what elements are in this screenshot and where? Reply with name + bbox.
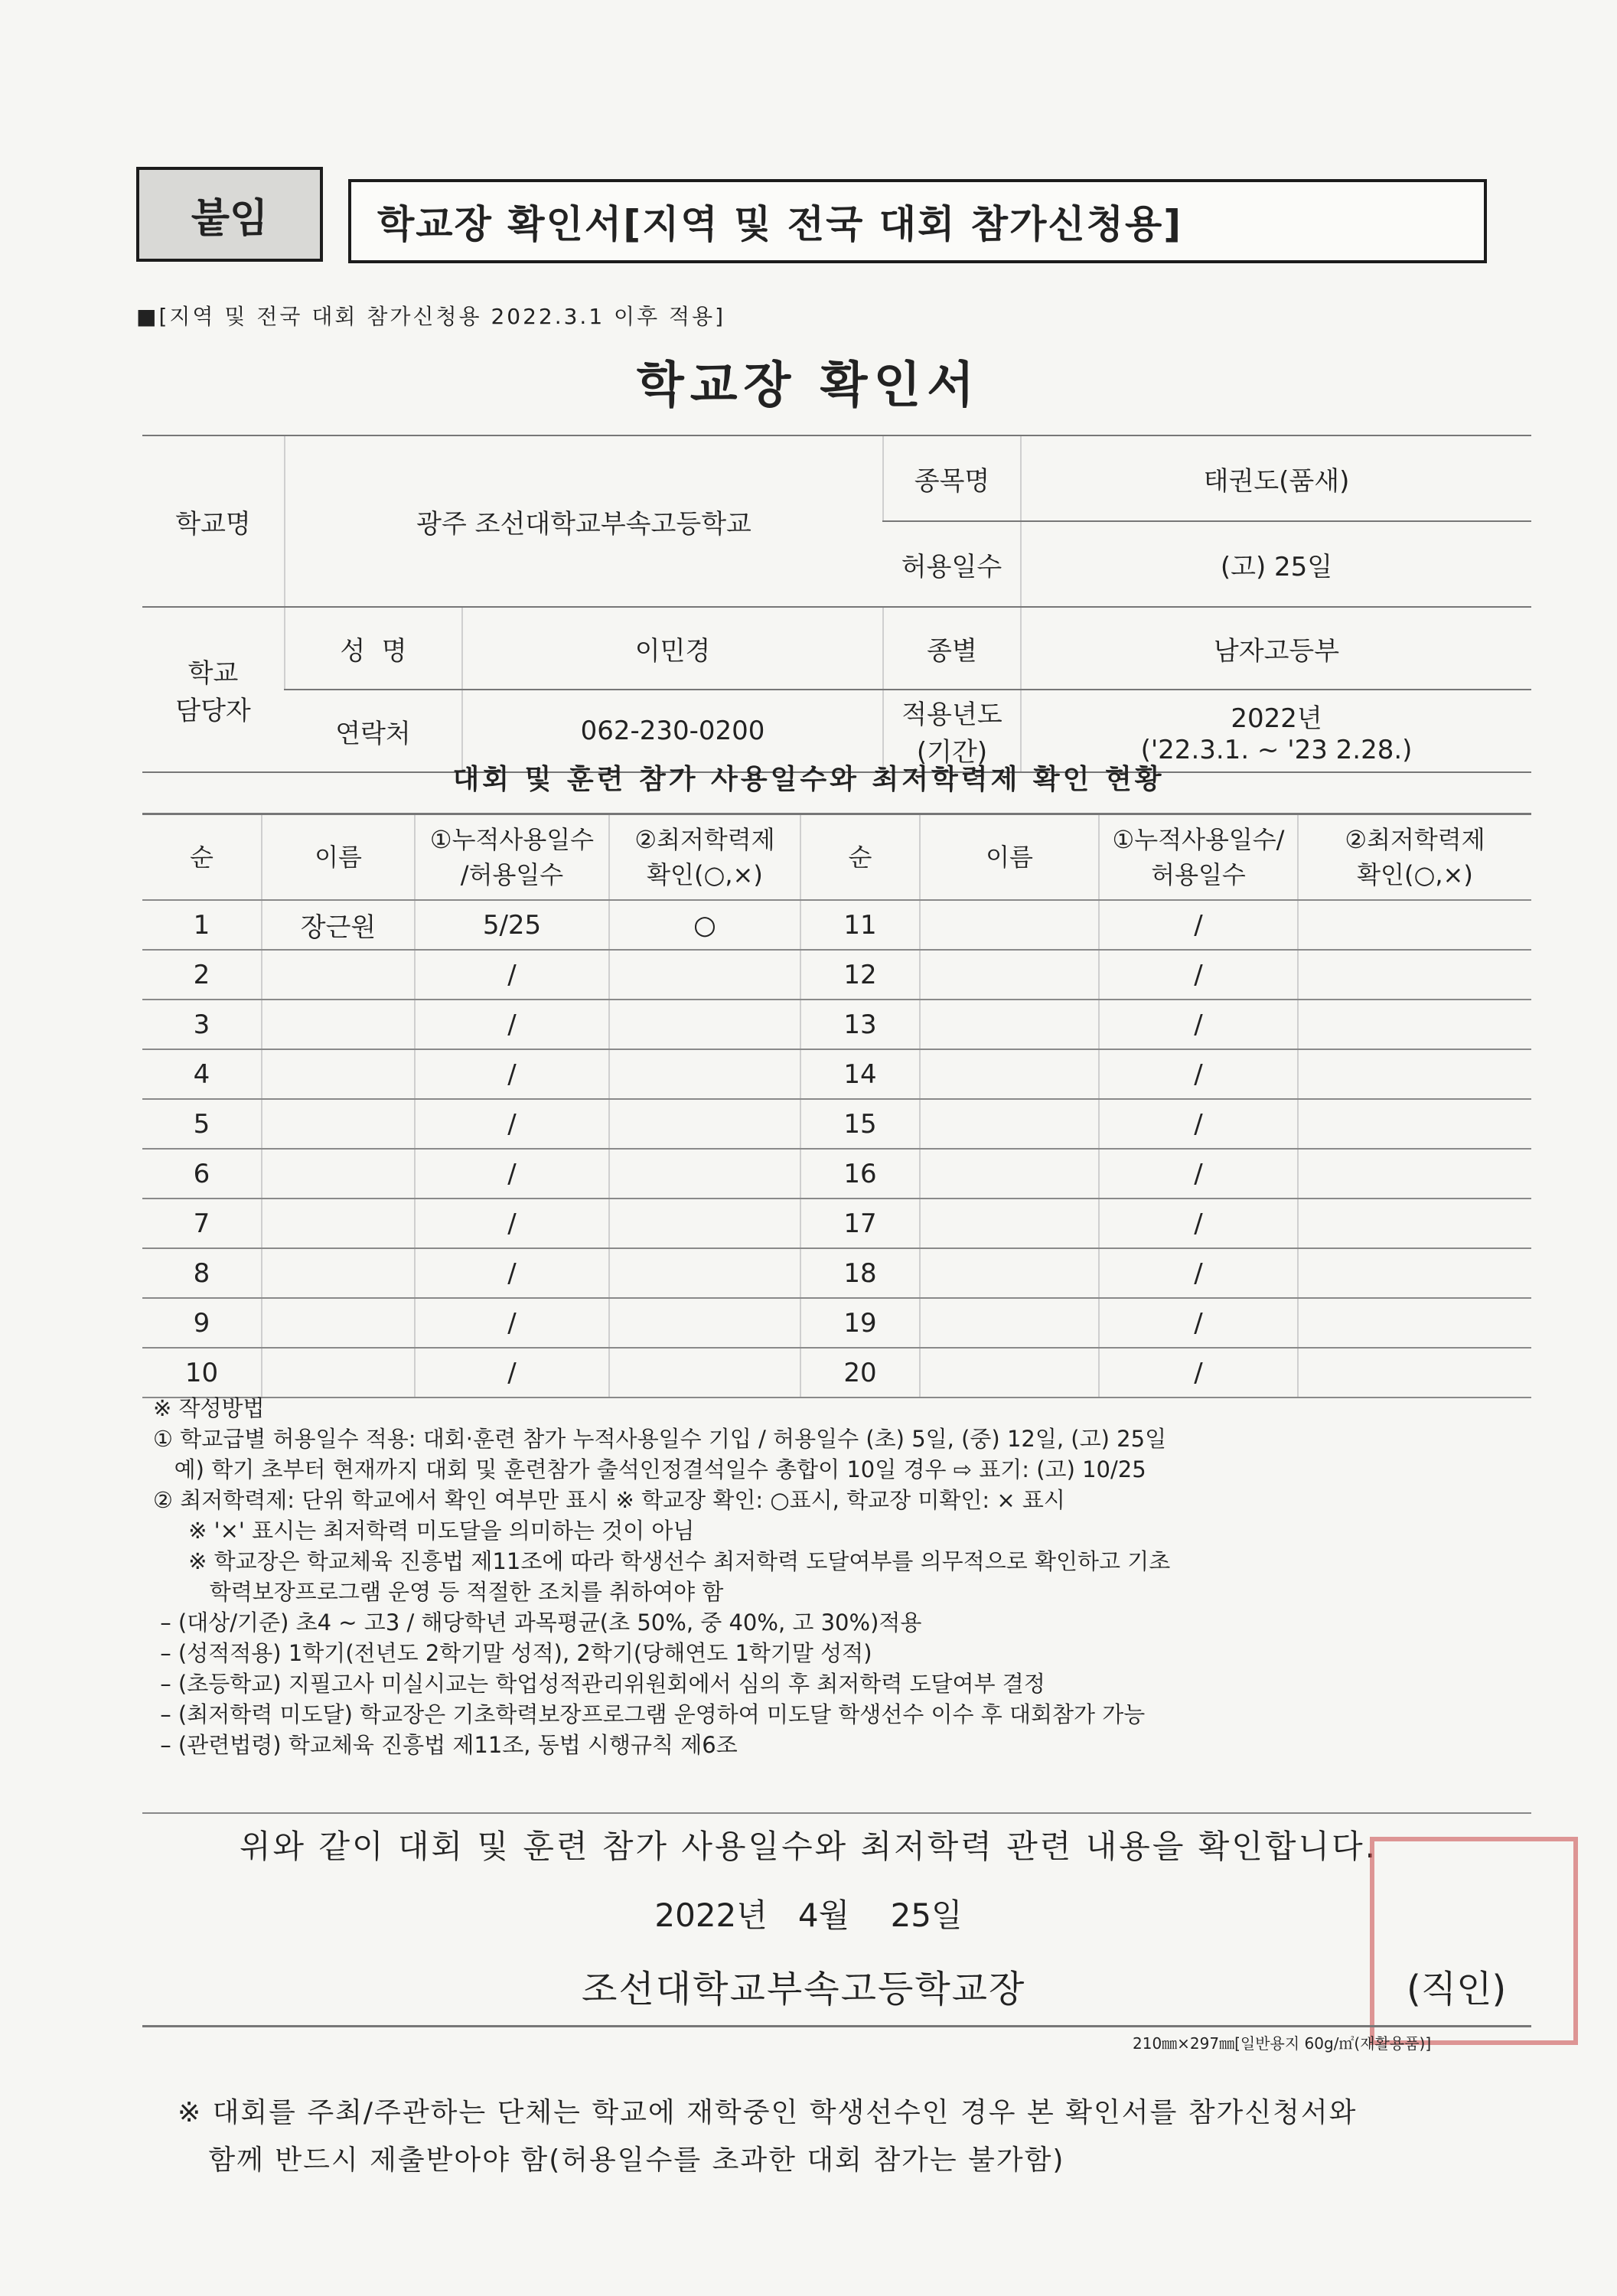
- sport-label: 종목명: [883, 435, 1021, 521]
- name-value: 이민경: [462, 607, 883, 690]
- table-cell-c1: [609, 1099, 800, 1149]
- table-cell-d1: /: [415, 1248, 609, 1298]
- table-row: [142, 1298, 1531, 1348]
- table-cell-n1: 5: [142, 1099, 262, 1149]
- table-cell-n2: 15: [800, 1099, 920, 1149]
- col-name: 이름: [262, 814, 415, 901]
- document-title: 학교장 확인서: [636, 357, 981, 414]
- table-cell-name2: [920, 1348, 1099, 1397]
- table-cell-d2: /: [1099, 950, 1298, 1000]
- table-cell-name1: [262, 1049, 415, 1099]
- category-value: 남자고등부: [1021, 607, 1531, 690]
- note-line: – (관련법령) 학교체육 진흥법 제11조, 동법 시행규칙 제6조: [153, 1732, 738, 1758]
- table-cell-d2: /: [1099, 1348, 1298, 1397]
- table-cell-d1: 5/25: [415, 900, 609, 950]
- table-cell-d2: /: [1099, 1248, 1298, 1298]
- col-check-right: [1298, 814, 1531, 901]
- table-cell-c2: [1298, 1049, 1531, 1099]
- table-cell-d1: /: [415, 950, 609, 1000]
- table-cell-name2: [920, 900, 1099, 950]
- table-cell-n2: 20: [800, 1348, 920, 1397]
- table-cell-name2: [920, 1000, 1099, 1049]
- table-cell-n1: 2: [142, 950, 262, 1000]
- table-cell-n1: 9: [142, 1298, 262, 1348]
- confirmation-statement: 위와 같이 대회 및 훈련 참가 사용일수와 최저학력 관련 내용을 확인합니다.: [239, 1828, 1378, 1865]
- col-check: [609, 814, 800, 901]
- allowed-days-label: 허용일수: [883, 521, 1021, 607]
- issue-date: 2022년 4월 25일: [654, 1896, 963, 1934]
- table-cell-c2: [1298, 950, 1531, 1000]
- table-cell-d1: /: [415, 1199, 609, 1248]
- col-no: 순: [142, 814, 262, 901]
- table-cell-c2: [1298, 1000, 1531, 1049]
- table-cell-c1: [609, 1049, 800, 1099]
- table-cell-n2: 13: [800, 1000, 920, 1049]
- submission-note-line2: 함께 반드시 제출받아야 함(허용일수를 초과한 대회 참가는 불가함): [178, 2144, 1065, 2176]
- col-check-line1: ②최저학력제: [634, 825, 775, 854]
- info-table: [142, 435, 1531, 773]
- participation-table: [142, 813, 1531, 1398]
- note-line: ※ '×' 표시는 최저학력 미도달을 의미하는 것이 아님: [153, 1518, 695, 1544]
- table-cell-n1: 7: [142, 1199, 262, 1248]
- table-cell-d2: /: [1099, 1199, 1298, 1248]
- table-cell-c1: [609, 1149, 800, 1199]
- table-row: [142, 1149, 1531, 1199]
- table-cell-d1: /: [415, 1000, 609, 1049]
- col-no-right: 순: [800, 814, 920, 901]
- note-line: 예) 학기 초부터 현재까지 대회 및 훈련참가 출석인정결석일수 총합이 10일 경우 ⇨ 표기: (고) 10/25: [153, 1456, 1146, 1482]
- year-label-line1: 적용년도: [901, 700, 1002, 730]
- manager-label: [142, 607, 285, 772]
- attachment-tag-label: 붙임: [191, 195, 269, 242]
- official-seal: [1370, 1837, 1578, 2045]
- table-cell-n2: 12: [800, 950, 920, 1000]
- table-cell-n1: 6: [142, 1149, 262, 1199]
- divider: [142, 1812, 1531, 1814]
- note-line: ① 학교급별 허용일수 적용: 대회·훈련 참가 누적사용일수 기입 / 허용일수 (초) 5일, (중) 12일, (고) 25일: [153, 1426, 1167, 1452]
- submission-note-line1: ※ 대회를 주최/주관하는 단체는 학교에 재학중인 학생선수인 경우 본 확인서를 참가신청서와: [178, 2097, 1358, 2128]
- year-value-line1: 2022년: [1231, 703, 1322, 734]
- table-row: [142, 1248, 1531, 1298]
- table-cell-d2: /: [1099, 1049, 1298, 1099]
- table-cell-name2: [920, 1149, 1099, 1199]
- manager-label-line2: 담당자: [175, 696, 251, 726]
- school-value: 광주 조선대학교부속고등학교: [285, 435, 883, 607]
- note-line: – (대상/기준) 초4 ~ 고3 / 해당학년 과목평균(초 50%, 중 40%, 고 30%)적용: [153, 1609, 922, 1636]
- table-cell-name2: [920, 1248, 1099, 1298]
- header-title-box: [348, 179, 1487, 263]
- sport-value: 태권도(품새): [1021, 435, 1531, 521]
- table-row: [142, 1049, 1531, 1099]
- table-cell-d1: /: [415, 1298, 609, 1348]
- table-cell-n2: 17: [800, 1199, 920, 1248]
- table-row: [142, 900, 1531, 950]
- table-row: [142, 1348, 1531, 1397]
- table-cell-name1: [262, 1199, 415, 1248]
- table-cell-n1: 1: [142, 900, 262, 950]
- table-cell-name1: 장근원: [262, 900, 415, 950]
- table-cell-n1: 3: [142, 1000, 262, 1049]
- note-line: – (초등학교) 지필고사 미실시교는 학업성적관리위원회에서 심의 후 최저학력 도달여부 결정: [153, 1671, 1045, 1697]
- category-label: 종별: [883, 607, 1021, 690]
- table-cell-c1: [609, 1298, 800, 1348]
- section-title: 대회 및 훈련 참가 사용일수와 최저학력제 확인 현황: [452, 764, 1165, 795]
- table-cell-d1: /: [415, 1348, 609, 1397]
- note-line: ※ 작성방법: [153, 1395, 265, 1421]
- table-cell-name1: [262, 1248, 415, 1298]
- table-cell-c1: [609, 1248, 800, 1298]
- table-cell-d2: /: [1099, 1099, 1298, 1149]
- note-line: – (성적적용) 1학기(전년도 2학기말 성적), 2학기(당해연도 1학기말 성적): [153, 1640, 872, 1666]
- note-line: ② 최저학력제: 단위 학교에서 확인 여부만 표시 ※ 학교장 확인: ○표시, 학교장 미확인: × 표시: [153, 1487, 1065, 1513]
- col-days-right-line2: 허용일수: [1151, 860, 1246, 889]
- note-line: – (최저학력 미도달) 학교장은 기초학력보장프로그램 운영하여 미도달 학생선수 이수 후 대회참가 가능: [153, 1701, 1146, 1727]
- table-cell-name1: [262, 1099, 415, 1149]
- contact-label: 연락처: [285, 690, 462, 772]
- table-row: [142, 1099, 1531, 1149]
- writing-instructions: [153, 1393, 1538, 1760]
- paper-spec: 210㎜×297㎜[일반용지 60g/㎡(재활용품)]: [1133, 2034, 1432, 2053]
- table-cell-d1: /: [415, 1099, 609, 1149]
- table-cell-name1: [262, 1000, 415, 1049]
- table-cell-c2: [1298, 1199, 1531, 1248]
- applicability-notice: ■[지역 및 전국 대회 참가신청용 2022.3.1 이후 적용]: [136, 304, 726, 329]
- col-days: [415, 814, 609, 901]
- divider: [142, 2025, 1531, 2027]
- table-cell-name2: [920, 950, 1099, 1000]
- table-cell-n2: 19: [800, 1298, 920, 1348]
- seal-label: (직인): [1407, 1968, 1507, 2011]
- table-cell-c2: [1298, 1298, 1531, 1348]
- table-cell-n2: 11: [800, 900, 920, 950]
- participation-rows: [142, 900, 1531, 1397]
- table-cell-name1: [262, 1298, 415, 1348]
- table-cell-c1: ○: [609, 900, 800, 950]
- table-cell-n1: 4: [142, 1049, 262, 1099]
- year-label-line2: (기간): [916, 737, 988, 768]
- table-cell-d2: /: [1099, 900, 1298, 950]
- table-cell-c2: [1298, 900, 1531, 950]
- table-cell-d1: /: [415, 1149, 609, 1199]
- table-cell-c2: [1298, 1248, 1531, 1298]
- table-cell-c2: [1298, 1348, 1531, 1397]
- table-cell-d2: /: [1099, 1000, 1298, 1049]
- table-cell-name2: [920, 1199, 1099, 1248]
- note-line: ※ 학교장은 학교체육 진흥법 제11조에 따라 학생선수 최저학력 도달여부를 의무적으로 확인하고 기초: [153, 1548, 1171, 1574]
- school-label: 학교명: [142, 435, 285, 607]
- table-row: [142, 1000, 1531, 1049]
- table-cell-d1: /: [415, 1049, 609, 1099]
- table-cell-c2: [1298, 1099, 1531, 1149]
- table-cell-n2: 14: [800, 1049, 920, 1099]
- col-days-line2: /허용일수: [460, 860, 564, 889]
- table-cell-name1: [262, 1149, 415, 1199]
- year-value-line2: ('22.3.1. ~ '23 2.28.): [1140, 734, 1413, 765]
- table-cell-c1: [609, 1199, 800, 1248]
- table-cell-n2: 18: [800, 1248, 920, 1298]
- table-cell-name2: [920, 1099, 1099, 1149]
- col-check-right-line2: 확인(○,×): [1357, 860, 1473, 889]
- submission-note: [178, 2089, 1357, 2184]
- table-cell-c2: [1298, 1149, 1531, 1199]
- col-name-right: 이름: [920, 814, 1099, 901]
- table-cell-c1: [609, 1348, 800, 1397]
- table-cell-d2: /: [1099, 1298, 1298, 1348]
- name-label: 성 명: [285, 607, 462, 690]
- header-title: 학교장 확인서[지역 및 전국 대회 참가신청용]: [377, 202, 1183, 246]
- col-check-right-line1: ②최저학력제: [1345, 825, 1485, 854]
- table-row: [142, 950, 1531, 1000]
- col-days-line1: ①누적사용일수: [429, 825, 595, 854]
- table-cell-name2: [920, 1298, 1099, 1348]
- allowed-days-value: (고) 25일: [1021, 521, 1531, 607]
- table-cell-c1: [609, 950, 800, 1000]
- contact-value: 062-230-0200: [462, 690, 883, 772]
- table-cell-c1: [609, 1000, 800, 1049]
- principal-title: 조선대학교부속고등학교장: [582, 1968, 1026, 2011]
- table-cell-name1: [262, 1348, 415, 1397]
- col-check-line2: 확인(○,×): [647, 860, 763, 889]
- col-days-right-line1: ①누적사용일수/: [1112, 825, 1285, 854]
- col-days-right: [1099, 814, 1298, 901]
- table-cell-d2: /: [1099, 1149, 1298, 1199]
- table-cell-n1: 8: [142, 1248, 262, 1298]
- note-line: 학력보장프로그램 운영 등 적절한 조치를 취하여야 함: [153, 1579, 724, 1605]
- table-cell-name2: [920, 1049, 1099, 1099]
- table-cell-n2: 16: [800, 1149, 920, 1199]
- table-row: [142, 1199, 1531, 1248]
- attachment-tag: [136, 167, 323, 262]
- table-cell-name1: [262, 950, 415, 1000]
- table-cell-n1: 10: [142, 1348, 262, 1397]
- manager-label-line1: 학교: [187, 658, 239, 689]
